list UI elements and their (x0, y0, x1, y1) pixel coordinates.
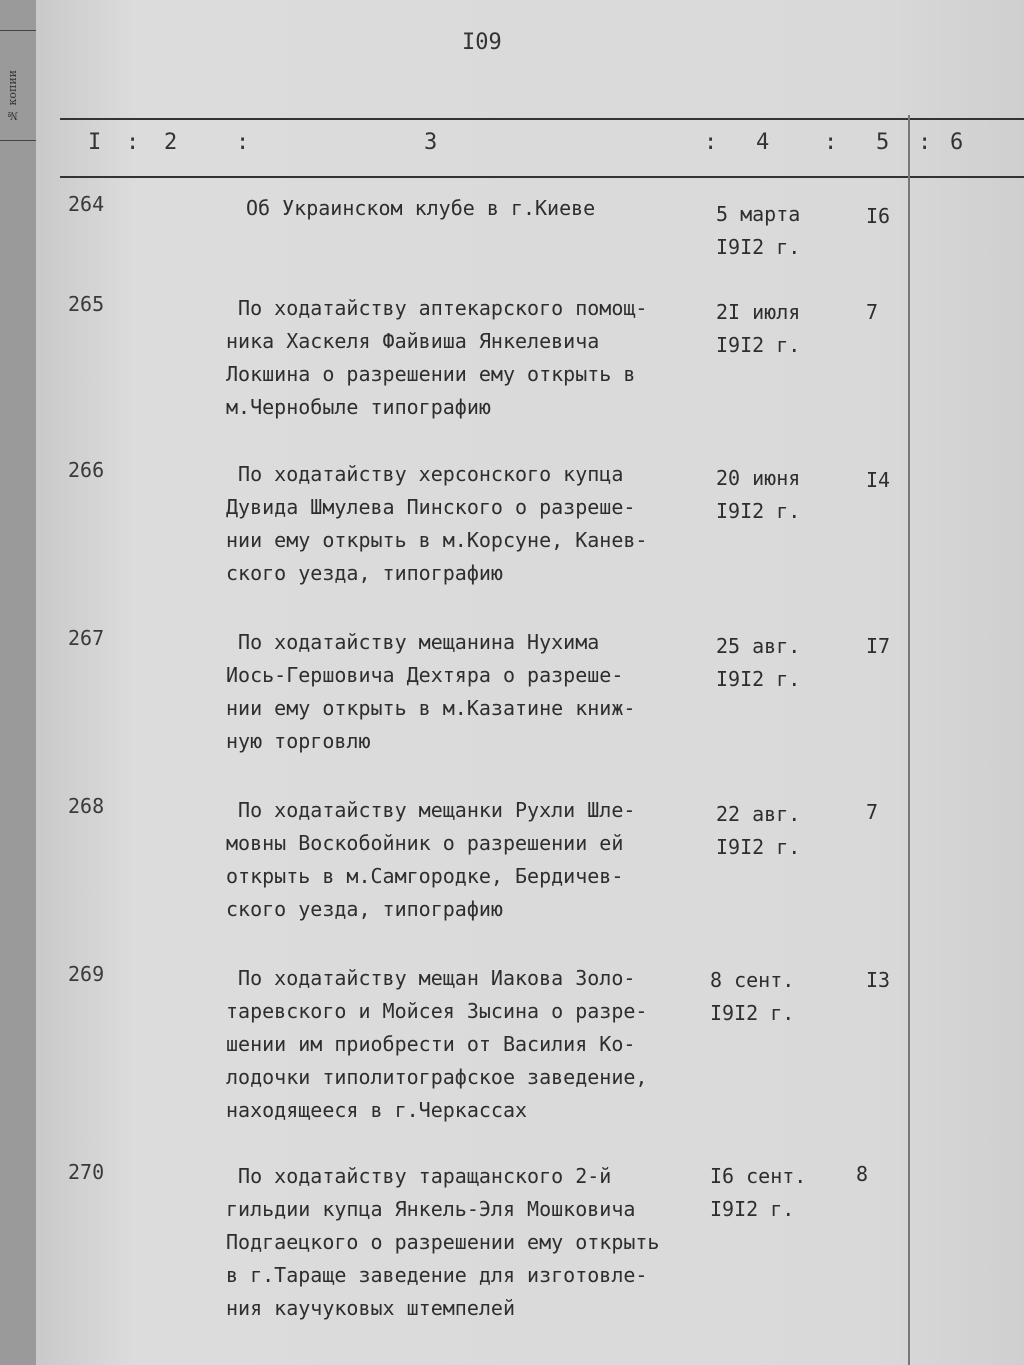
entry-title-line: мовны Воскобойник о разрешении ей (226, 831, 624, 855)
entry-title (226, 626, 716, 758)
entry-date-line: I9I2 г. (716, 235, 801, 259)
entry-date-line: I9I2 г. (716, 835, 801, 859)
entry-number: 268 (68, 794, 105, 818)
entry-title-line: м.Чернобыле типографию (226, 395, 491, 419)
entry-title-line: По ходатайству мещанки Рухли Шле- (226, 798, 636, 822)
spine-label: № копии (6, 70, 19, 122)
entry-title-line: находящееся в г.Черкассах (226, 1098, 528, 1122)
entry-title-line: ника Хаскеля Файвиша Янкелевича (226, 329, 600, 353)
entry-date-line: 25 авг. (716, 634, 801, 658)
entry-title-line: По ходатайству мещан Иакова Золо- (226, 966, 636, 990)
entry-number: 270 (68, 1160, 105, 1184)
column-header-6: 6 (950, 130, 964, 155)
entry-title-line: ную торговлю (226, 729, 371, 753)
binding-spine (0, 0, 38, 1365)
entry-title-line: По ходатайству аптекарского помощ- (226, 296, 648, 320)
entry-sheets: I4 (866, 468, 891, 492)
entry-title-line: гильдии купца Янкель-Эля Мошковича (226, 1197, 636, 1221)
entry-date-line: I9I2 г. (716, 499, 801, 523)
entry-date-line: 22 авг. (716, 802, 801, 826)
entry-title (226, 458, 716, 590)
entry-title-line: в г.Тараще заведение для изготовле- (226, 1263, 648, 1287)
entry-number: 266 (68, 458, 105, 482)
entry-title-line: ского уезда, типографию (226, 561, 503, 585)
header-bottom-rule (60, 176, 1024, 178)
entry-date-line: 2I июля (716, 300, 801, 324)
column-header-4: 4 (756, 130, 770, 155)
entry-date (716, 198, 836, 264)
entry-sheets: I6 (866, 204, 891, 228)
column-header-sep: : (704, 130, 718, 155)
entry-title (226, 794, 716, 926)
entry-sheets: I3 (866, 968, 891, 992)
entry-title (246, 192, 736, 225)
entry-title (226, 1160, 716, 1325)
entry-title-line: По ходатайству мещанина Нухима (226, 630, 600, 654)
column-header-2: 2 (164, 130, 178, 155)
entry-title-line: Локшина о разрешении ему открыть в (226, 362, 636, 386)
entry-title-line: нии ему открыть в м.Казатине книж- (226, 696, 636, 720)
entry-date (710, 964, 830, 1030)
entry-date (710, 1160, 830, 1226)
entry-date-line: I9I2 г. (716, 667, 801, 691)
column-header-sep: : (126, 130, 140, 155)
entry-title (226, 292, 716, 424)
entry-date-line: I9I2 г. (716, 333, 801, 357)
column-header-sep: : (824, 130, 838, 155)
entry-number: 264 (68, 192, 105, 216)
entry-title-line: Иось-Гершовича Дехтяра о разреше- (226, 663, 624, 687)
header-top-rule (60, 118, 1024, 120)
entry-date-line: 8 сент. (710, 968, 795, 992)
entry-sheets: 8 (856, 1162, 869, 1186)
entry-title-line: По ходатайству таращанского 2-й (226, 1164, 612, 1188)
entry-title-line: нии ему открыть в м.Корсуне, Канев- (226, 528, 648, 552)
entry-title-line: Дувида Шмулева Пинского о разреше- (226, 495, 636, 519)
spine-rule (0, 30, 36, 31)
entry-sheets: 7 (866, 300, 879, 324)
entry-number: 267 (68, 626, 105, 650)
entry-number: 265 (68, 292, 105, 316)
entry-date-line: 5 марта (716, 202, 801, 226)
entry-number: 269 (68, 962, 105, 986)
entry-date (716, 462, 836, 528)
entry-title-line: Подгаецкого о разрешении ему открыть (226, 1230, 660, 1254)
column-divider (908, 115, 910, 1365)
column-header-3: 3 (424, 130, 438, 155)
entry-date (716, 798, 836, 864)
page-number: I09 (462, 30, 502, 55)
column-header-sep: : (236, 130, 250, 155)
entry-date (716, 296, 836, 362)
entry-title-line: лодочки типолитографское заведение, (226, 1065, 648, 1089)
entry-title-line: ния каучуковых штемпелей (226, 1296, 515, 1320)
entry-sheets: 7 (866, 800, 879, 824)
entry-date-line: I9I2 г. (710, 1197, 795, 1221)
entry-title-line: открыть в м.Самгородке, Бердичев- (226, 864, 624, 888)
entry-date-line: 20 июня (716, 466, 801, 490)
entry-date-line: I6 сент. (710, 1164, 807, 1188)
entry-title-line: ского уезда, типографию (226, 897, 503, 921)
entry-title-line: шении им приобрести от Василия Ко- (226, 1032, 636, 1056)
spine-rule (0, 140, 36, 141)
entry-date (716, 630, 836, 696)
entry-date-line: I9I2 г. (710, 1001, 795, 1025)
entry-sheets: I7 (866, 634, 891, 658)
entry-title-line: Об Украинском клубе в г.Киеве (246, 196, 596, 220)
column-header-1: I (88, 130, 102, 155)
column-header-5: 5 (876, 130, 890, 155)
entry-title-line: По ходатайству херсонского купца (226, 462, 624, 486)
entry-title-line: таревского и Мойсея Зысина о разре- (226, 999, 648, 1023)
entry-title (226, 962, 716, 1127)
column-header-sep: : (918, 130, 932, 155)
